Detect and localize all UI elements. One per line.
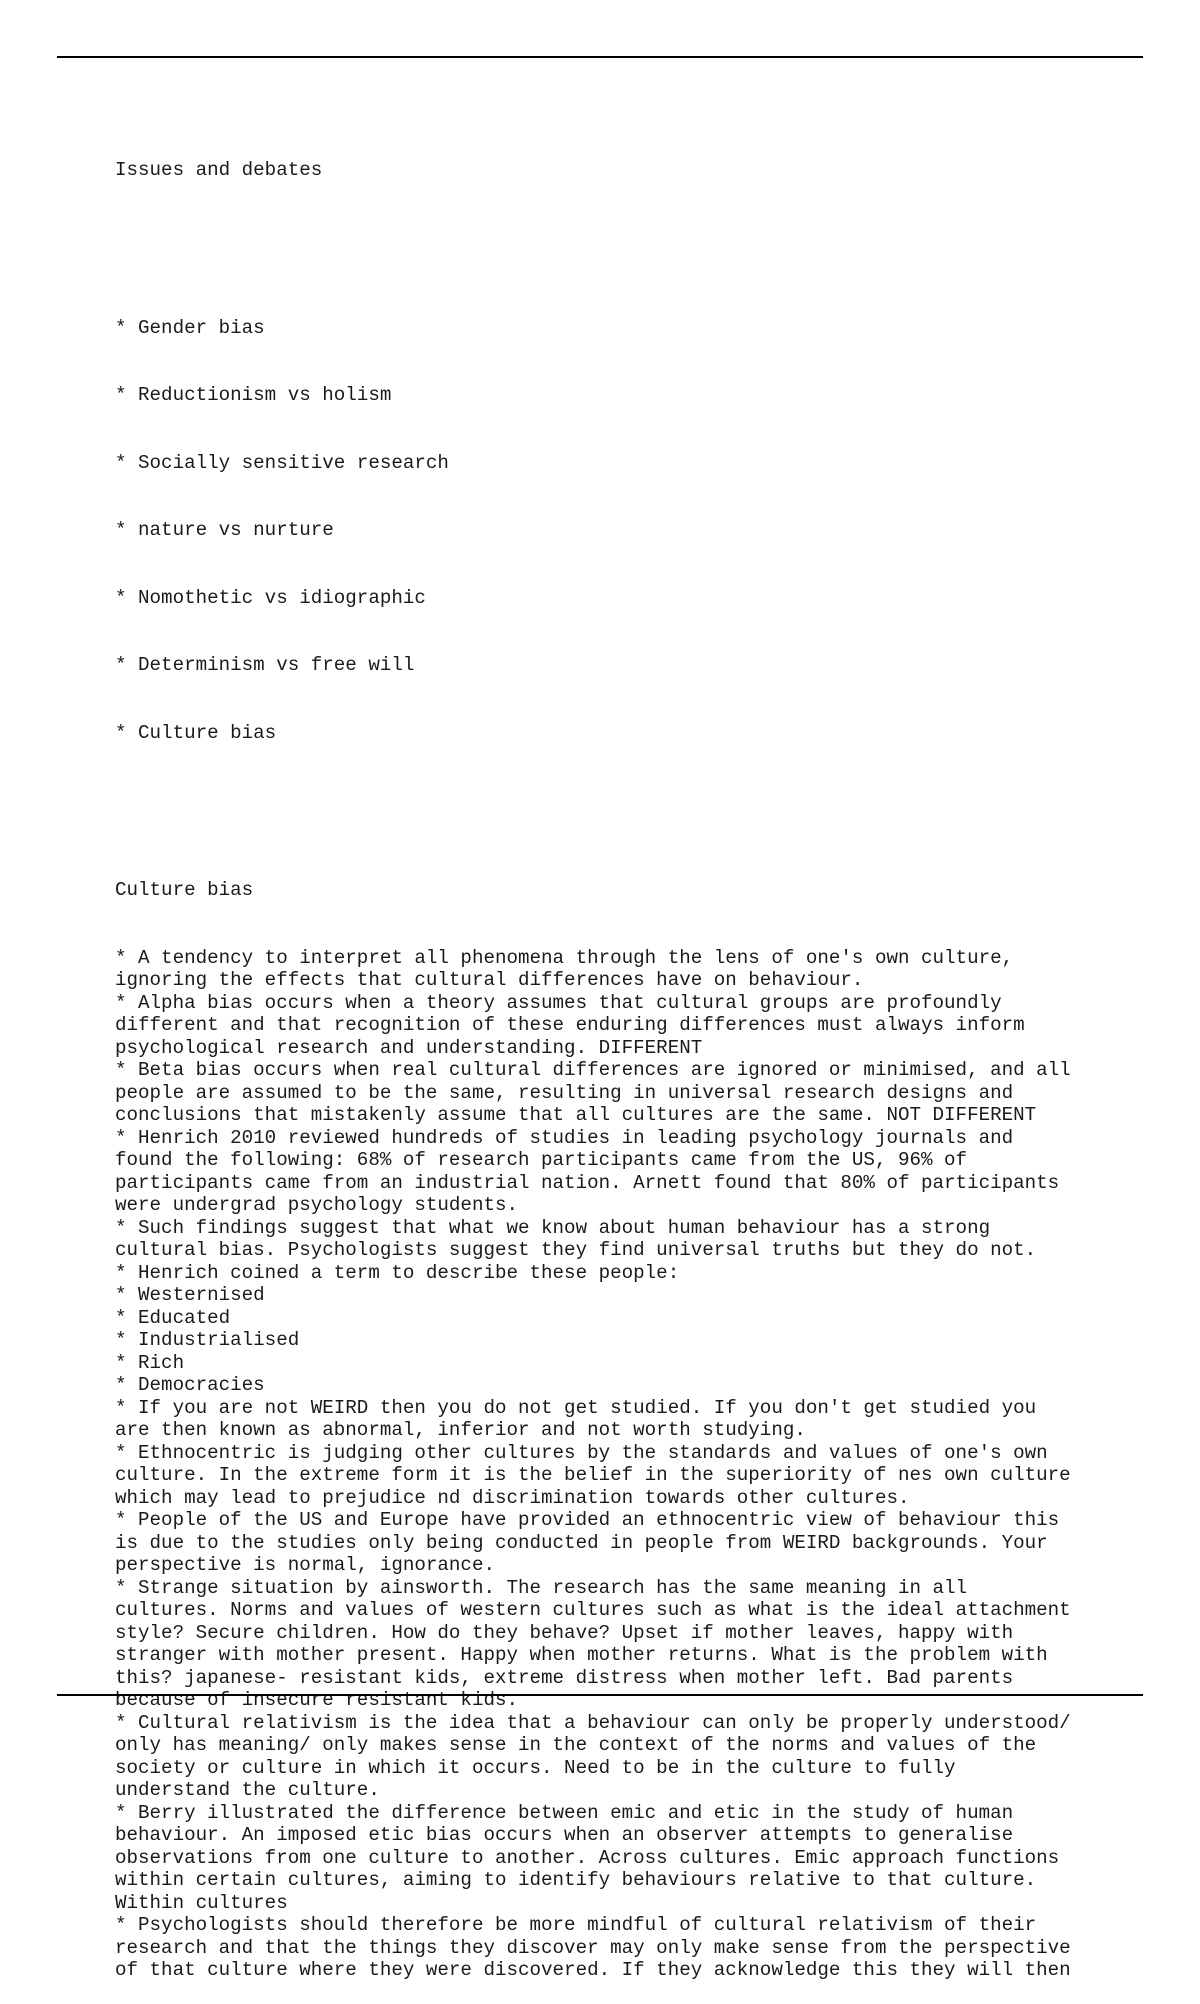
body-line: * Henrich 2010 reviewed hundreds of studies in leading psychology journals and [115, 1126, 1014, 1149]
document-body [115, 114, 1145, 2004]
body-line: * Henrich coined a term to describe these people: [115, 1261, 680, 1284]
topic-item: * nature vs nurture [115, 519, 334, 541]
section-heading: Culture bias [115, 879, 254, 901]
body-line: because of insecure resistant kids. [115, 1689, 519, 1711]
body-line: style? Secure children. How do they behave? Upset if mother leaves, happy with [115, 1621, 1014, 1644]
body-line: which may lead to prejudice nd discrimination towards other cultures. [115, 1486, 910, 1509]
body-line: people are assumed to be the same, resulting in universal research designs and [115, 1081, 1014, 1104]
document-title: Issues and debates [115, 159, 323, 181]
page-top-rule [57, 56, 1143, 58]
body-line: * People of the US and Europe have provided an ethnocentric view of behaviour this [115, 1509, 1060, 1531]
body-line: this? japanese- resistant kids, extreme distress when mother left. Bad parents [115, 1666, 1014, 1689]
topic-item: * Nomothetic vs idiographic [115, 586, 426, 609]
topic-item: * Socially sensitive research [115, 451, 449, 474]
body-line: cultures. Norms and values of western cultures such as what is the ideal attachment [115, 1599, 1071, 1621]
body-line: found the following: 68% of research participants came from the US, 96% of [115, 1149, 968, 1171]
body-line: is due to the studies only being conducted in people from WEIRD backgrounds. Your [115, 1531, 1048, 1554]
body-line: culture. In the extreme form it is the belief in the superiority of nes own culture [115, 1464, 1071, 1486]
body-line: * If you are not WEIRD then you do not get studied. If you don't get studied you [115, 1396, 1037, 1419]
body-line: * Berry illustrated the difference between emic and etic in the study of human [115, 1801, 1014, 1824]
body-line: * Democracies [115, 1374, 265, 1396]
body-line: were undergrad psychology students. [115, 1194, 519, 1216]
body-line: * A tendency to interpret all phenomena through the lens of one's own culture, [115, 946, 1014, 969]
body-line: * Psychologists should therefore be more mindful of cultural relativism of their [115, 1914, 1037, 1936]
body-line: Within cultures [115, 1891, 288, 1914]
body-line: psychological research and understanding. DIFFERENT [115, 1036, 703, 1059]
body-line: * Industrialised [115, 1329, 300, 1351]
topic-item: * Gender bias [115, 316, 265, 339]
body-line: of that culture where they were discovered. If they acknowledge this they will then [115, 1959, 1071, 1981]
body-line: * Ethnocentric is judging other cultures by the standards and values of one's own [115, 1441, 1048, 1464]
body-line: * Strange situation by ainsworth. The research has the same meaning in all [115, 1576, 968, 1599]
body-line: observations from one culture to another. Across cultures. Emic approach functions [115, 1846, 1060, 1869]
spacer [115, 789, 1145, 834]
body-line: understand the culture. [115, 1779, 380, 1801]
body-line: participants came from an industrial nation. Arnett found that 80% of participants [115, 1171, 1060, 1194]
body-line: only has meaning/ only makes sense in the context of the norms and values of the [115, 1734, 1037, 1756]
body-line: different and that recognition of these enduring differences must always inform [115, 1014, 1025, 1036]
page-bottom-rule [57, 1694, 1143, 1696]
body-line: * Educated [115, 1306, 231, 1329]
body-line: within certain cultures, aiming to identify behaviours relative to that culture. [115, 1869, 1037, 1891]
body-line: behaviour. An imposed etic bias occurs when an observer attempts to generalise [115, 1824, 1014, 1846]
body-line: are then known as abnormal, inferior and not worth studying. [115, 1419, 806, 1441]
body-line: * Beta bias occurs when real cultural differences are ignored or minimised, and all [115, 1059, 1071, 1081]
body-line: * Such findings suggest that what we know about human behaviour has a strong [115, 1216, 991, 1239]
body-line: research and that the things they discover may only make sense from the perspective [115, 1936, 1071, 1959]
body-line: * Rich [115, 1351, 185, 1374]
body-line: cultural bias. Psychologists suggest they find universal truths but they do not. [115, 1239, 1037, 1261]
body-line: ignoring the effects that cultural differences have on behaviour. [115, 969, 864, 991]
topic-item: * Culture bias [115, 721, 277, 744]
body-line: perspective is normal, ignorance. [115, 1554, 495, 1576]
body-line: * Cultural relativism is the idea that a behaviour can only be properly understood/ [115, 1711, 1071, 1734]
body-line: * Alpha bias occurs when a theory assumes that cultural groups are profoundly [115, 991, 1002, 1014]
spacer [115, 227, 1145, 272]
topic-item: * Reductionism vs holism [115, 384, 392, 406]
body-line: society or culture in which it occurs. Need to be in the culture to fully [115, 1756, 956, 1779]
body-line: stranger with mother present. Happy when mother returns. What is the problem with [115, 1644, 1048, 1666]
body-line: conclusions that mistakenly assume that all cultures are the same. NOT DIFFERENT [115, 1104, 1037, 1126]
topic-item: * Determinism vs free will [115, 654, 415, 676]
section-body [115, 947, 1145, 1982]
body-line: * Westernised [115, 1284, 265, 1306]
